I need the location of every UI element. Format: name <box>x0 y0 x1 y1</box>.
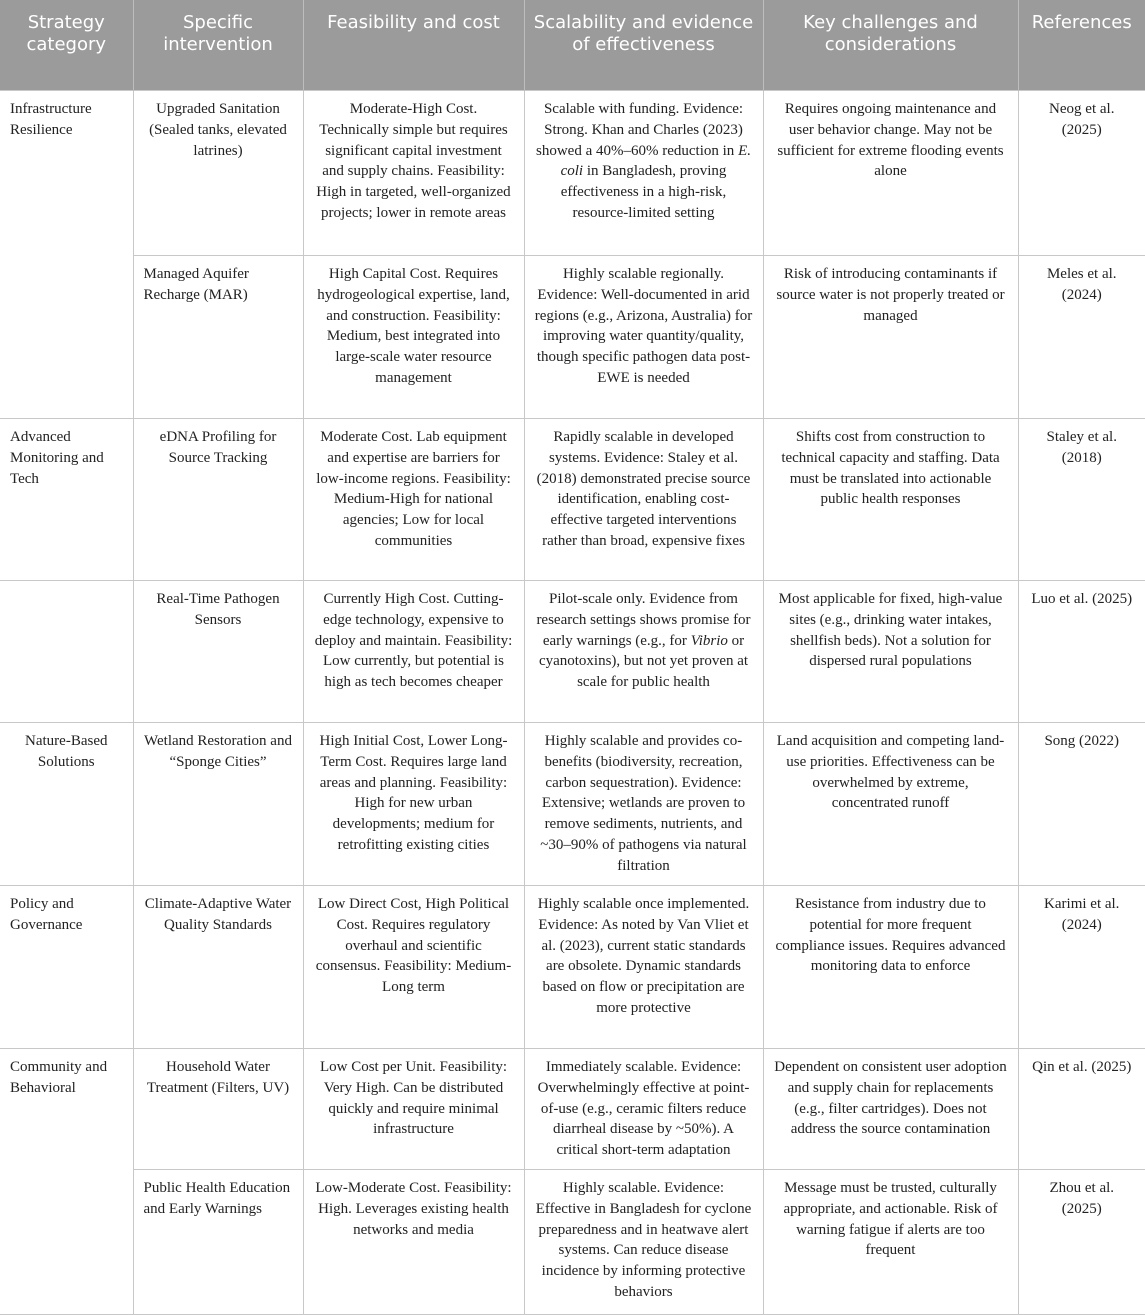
scalability-text: Highly scalable once implemented. Evidence: As noted by Van Vliet et al. (2023), current static standards are obsolete. Dynamic standards based on flow or precipitation are more protective <box>537 896 750 1016</box>
feasibility-cell: Moderate Cost. Lab equipment and expertise are barriers for low-income regions. Feasibility: Medium-High for national agencies; Low for local communities <box>303 419 524 581</box>
scalability-cell <box>524 1169 763 1314</box>
organism-name: E. coli <box>560 142 751 180</box>
feasibility-cell: Currently High Cost. Cutting-edge technology, expensive to deploy and maintain. Feasibility: Low currently, but potential is high as tech becomes cheaper <box>303 581 524 723</box>
intervention-cell: Climate-Adaptive Water Quality Standards <box>133 886 303 1049</box>
strategy-category-cell <box>0 581 133 723</box>
scalability-cell <box>524 886 763 1049</box>
reference-cell: Staley et al. (2018) <box>1018 419 1145 581</box>
header-row <box>0 0 1145 91</box>
intervention-cell: Public Health Education and Early Warnings <box>133 1169 303 1314</box>
feasibility-cell: High Capital Cost. Requires hydrogeological expertise, land, and construction. Feasibility: Medium, best integrated into large-scale water resource management <box>303 256 524 419</box>
scalability-cell <box>524 723 763 886</box>
scalability-text: Highly scalable. Evidence: Effective in Bangladesh for cyclone preparedness and in heatwave alert systems. Can reduce disease incidence by informing protective behaviors <box>535 1179 752 1300</box>
header-strategy-category: Strategy category <box>0 0 133 91</box>
table-row <box>0 886 1145 1049</box>
challenges-cell: Risk of introducing contaminants if source water is not properly treated or managed <box>763 256 1018 419</box>
scalability-text: Highly scalable and provides co-benefits (biodiversity, recreation, carbon sequestration). Evidence: Extensive; wetlands are proven to remove sediments, nutrients, and ~30–90% of pathogens via natural filtration <box>540 733 747 874</box>
strategy-category-cell: Advanced Monitoring and Tech <box>0 419 133 581</box>
reference-cell: Luo et al. (2025) <box>1018 581 1145 723</box>
scalability-text: Pilot-scale only. Evidence from research settings shows promise for early warnings (e.g., for <box>536 591 751 649</box>
feasibility-cell: Moderate-High Cost. Technically simple but requires significant capital investment and supply chains. Feasibility: High in targeted, well-organized projects; lower in remote areas <box>303 91 524 256</box>
header-challenges: Key challenges and considerations <box>763 0 1018 91</box>
challenges-cell: Most applicable for fixed, high-value sites (e.g., drinking water intakes, shellfish beds). Not a solution for dispersed rural populations <box>763 581 1018 723</box>
challenges-cell: Message must be trusted, culturally appropriate, and actionable. Risk of warning fatigue if alerts are too frequent <box>763 1169 1018 1314</box>
reference-cell: Qin et al. (2025) <box>1018 1049 1145 1170</box>
challenges-cell: Resistance from industry due to potential for more frequent compliance issues. Requires advanced monitoring data to enforce <box>763 886 1018 1049</box>
challenges-cell: Dependent on consistent user adoption and supply chain for replacements (e.g., filter cartridges). Does not address the source contamination <box>763 1049 1018 1170</box>
intervention-cell: Managed Aquifer Recharge (MAR) <box>133 256 303 419</box>
table-row <box>0 581 1145 723</box>
scalability-cell <box>524 1049 763 1170</box>
table-row <box>0 1049 1145 1170</box>
intervention-cell: Upgraded Sanitation (Sealed tanks, elevated latrines) <box>133 91 303 256</box>
strategy-category-cell: Infrastructure Resilience <box>0 91 133 419</box>
scalability-cell <box>524 91 763 256</box>
feasibility-cell: High Initial Cost, Lower Long-Term Cost. Requires large land areas and planning. Feasibility: High for new urban developments; medium for retrofitting existing cities <box>303 723 524 886</box>
challenges-cell: Land acquisition and competing land-use priorities. Effectiveness can be overwhelmed by extreme, concentrated runoff <box>763 723 1018 886</box>
scalability-cell <box>524 419 763 581</box>
table-row <box>0 256 1145 419</box>
scalability-text-cont: or cyanotoxins), but not yet proven at scale for public health <box>538 632 749 691</box>
feasibility-cell: Low Direct Cost, High Political Cost. Requires regulatory overhaul and scientific consensus. Feasibility: Medium-Long term <box>303 886 524 1049</box>
reference-cell: Meles et al. (2024) <box>1018 256 1145 419</box>
scalability-cell <box>524 581 763 723</box>
challenges-cell: Requires ongoing maintenance and user behavior change. May not be sufficient for extreme flooding events alone <box>763 91 1018 256</box>
feasibility-cell: Low-Moderate Cost. Feasibility: High. Leverages existing health networks and media <box>303 1169 524 1314</box>
scalability-text: Scalable with funding. Evidence: Strong. Khan and Charles (2023) showed a 40%–60% reduction in <box>536 101 744 159</box>
table-row <box>0 723 1145 886</box>
scalability-cell <box>524 256 763 419</box>
reference-cell: Karimi et al. (2024) <box>1018 886 1145 1049</box>
header-scalability: Scalability and evidence of effectiveness <box>524 0 763 91</box>
scalability-text: Immediately scalable. Evidence: Overwhelmingly effective at point-of-use (e.g., ceramic filters reduce diarrheal disease by ~50%). A critical short-term adaptation <box>537 1059 750 1159</box>
reference-cell: Neog et al. (2025) <box>1018 91 1145 256</box>
challenges-cell: Shifts cost from construction to technical capacity and staffing. Data must be translated into actionable public health responses <box>763 419 1018 581</box>
table-row <box>0 1169 1145 1314</box>
strategy-category-cell: Community and Behavioral <box>0 1049 133 1315</box>
table-row <box>0 91 1145 256</box>
feasibility-cell: Low Cost per Unit. Feasibility: Very High. Can be distributed quickly and require minimal infrastructure <box>303 1049 524 1170</box>
header-references: References <box>1018 0 1145 91</box>
scalability-text-cont: in Bangladesh, proving effectiveness in a high-risk, resource-limited setting <box>560 163 727 221</box>
header-specific-intervention: Specific intervention <box>133 0 303 91</box>
scalability-text: Rapidly scalable in developed systems. Evidence: Staley et al. (2018) demonstrated precise source identification, enabling cost-effective targeted interventions rather than broad, expensive fixes <box>536 429 751 549</box>
reference-cell: Zhou et al. (2025) <box>1018 1169 1145 1314</box>
intervention-cell: Real-Time Pathogen Sensors <box>133 581 303 723</box>
intervention-cell: Wetland Restoration and “Sponge Cities” <box>133 723 303 886</box>
scalability-text: Highly scalable regionally. Evidence: Well-documented in arid regions (e.g., Arizona, Australia) for improving water quantity/quality, though specific pathogen data post-EWE is needed <box>534 266 753 386</box>
strategy-category-cell: Nature-Based Solutions <box>0 723 133 886</box>
intervention-cell: eDNA Profiling for Source Tracking <box>133 419 303 581</box>
header-feasibility: Feasibility and cost <box>303 0 524 91</box>
organism-name: Vibrio <box>690 632 728 649</box>
strategy-category-cell: Policy and Governance <box>0 886 133 1049</box>
intervention-cell: Household Water Treatment (Filters, UV) <box>133 1049 303 1170</box>
reference-cell: Song (2022) <box>1018 723 1145 886</box>
table-row <box>0 419 1145 581</box>
